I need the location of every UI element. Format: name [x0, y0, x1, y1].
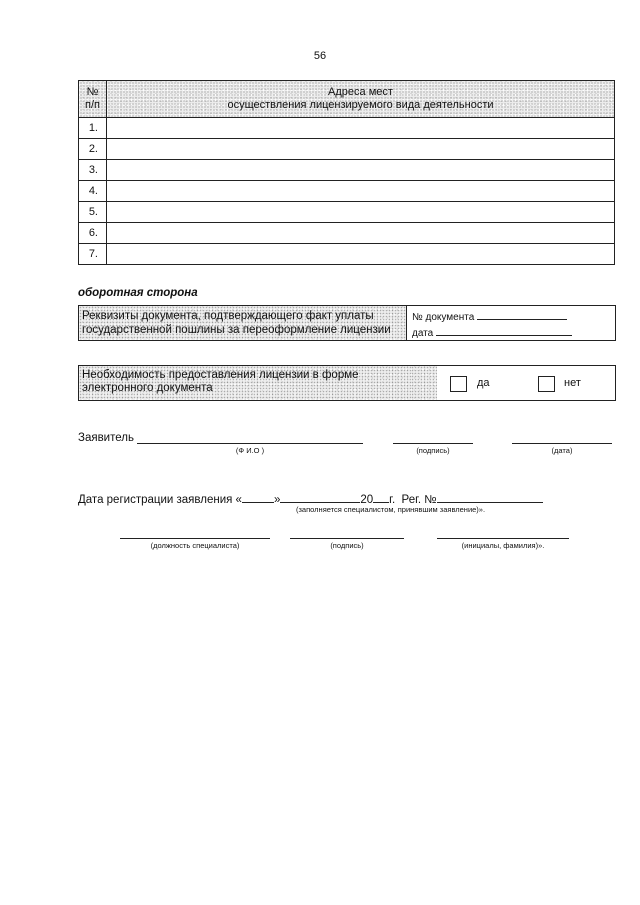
requisites-label: [79, 306, 407, 340]
electronic-label-line1: Необходимость предоставления лицензии в форме: [82, 369, 359, 381]
registration-number-label: Рег. №: [401, 494, 437, 506]
doc-date-field[interactable]: [436, 325, 572, 336]
table-row: [79, 223, 615, 244]
yes-label: да: [477, 377, 490, 389]
registration-month-field[interactable]: [280, 492, 360, 503]
address-cell[interactable]: [107, 244, 615, 265]
row-number: 1.: [79, 118, 107, 139]
specialist-position-line[interactable]: [120, 538, 270, 539]
registration-year-field[interactable]: [373, 492, 389, 503]
applicant-signature-line[interactable]: [393, 443, 473, 444]
header-number-cell: № п/п: [79, 81, 107, 118]
registration-year-suffix: г.: [389, 494, 396, 506]
no-checkbox[interactable]: [538, 376, 555, 392]
address-cell[interactable]: [107, 202, 615, 223]
table-row: [79, 118, 615, 139]
page-number: 56: [313, 50, 327, 62]
specialist-signature-caption: (подпись): [330, 541, 364, 550]
applicant-signature-caption: (подпись): [416, 446, 450, 455]
row-number: 5.: [79, 202, 107, 223]
electronic-document-box: [78, 365, 616, 401]
header-address-line1: Адреса мест: [328, 86, 393, 98]
registration-year-prefix: 20: [360, 494, 374, 506]
no-label: нет: [564, 377, 581, 389]
registration-prefix: Дата регистрации заявления «: [78, 494, 242, 506]
row-number: 6.: [79, 223, 107, 244]
doc-date-label: дата: [412, 328, 434, 339]
address-cell[interactable]: [107, 181, 615, 202]
address-table-header: [79, 81, 615, 118]
registration-note: (заполняется специалистом, принявшим заявление)».: [296, 505, 486, 514]
specialist-signature-line[interactable]: [290, 538, 404, 539]
registration-mid: »: [273, 494, 281, 506]
registration-day-field[interactable]: [242, 492, 274, 503]
specialist-initials-line[interactable]: [437, 538, 569, 539]
address-cell[interactable]: [107, 160, 615, 181]
requisites-fields: [412, 309, 572, 341]
header-address-line2: осуществления лицензируемого вида деятельности: [227, 99, 494, 111]
electronic-label-line2: электронного документа: [82, 382, 213, 394]
table-row: [79, 139, 615, 160]
address-cell[interactable]: [107, 223, 615, 244]
specialist-position-caption: (должность специалиста): [150, 541, 240, 550]
address-cell[interactable]: [107, 118, 615, 139]
row-number: 4.: [79, 181, 107, 202]
table-row: [79, 202, 615, 223]
row-number: 7.: [79, 244, 107, 265]
table-row: [79, 181, 615, 202]
row-number: 3.: [79, 160, 107, 181]
electronic-document-label: [79, 366, 411, 400]
section-title: оборотная сторона: [78, 287, 198, 299]
table-row: [79, 244, 615, 265]
requisites-box: [78, 305, 616, 341]
applicant-fio-caption: (Ф И.О ): [235, 446, 265, 455]
applicant-fio-line[interactable]: [137, 443, 363, 444]
header-address-cell: [107, 81, 615, 118]
applicant-label: Заявитель: [78, 432, 134, 444]
doc-number-label: № документа: [412, 312, 475, 323]
address-cell[interactable]: [107, 139, 615, 160]
applicant-date-line[interactable]: [512, 443, 612, 444]
doc-number-field[interactable]: [477, 309, 567, 320]
yes-checkbox[interactable]: [450, 376, 467, 392]
registration-row: [78, 492, 543, 506]
applicant-date-caption: (дата): [551, 446, 573, 455]
doc-number-row: [412, 309, 572, 325]
doc-date-row: [412, 325, 572, 341]
specialist-initials-caption: (инициалы, фамилия)».: [461, 541, 545, 550]
shade-fill: [411, 366, 437, 400]
registration-number-field[interactable]: [437, 492, 543, 503]
requisites-label-line1: Реквизиты документа, подтверждающего факт уплаты: [82, 310, 374, 322]
requisites-label-line2: государственной пошлины за переоформление лицензии: [82, 324, 391, 336]
table-row: [79, 160, 615, 181]
address-table: [78, 80, 615, 265]
row-number: 2.: [79, 139, 107, 160]
